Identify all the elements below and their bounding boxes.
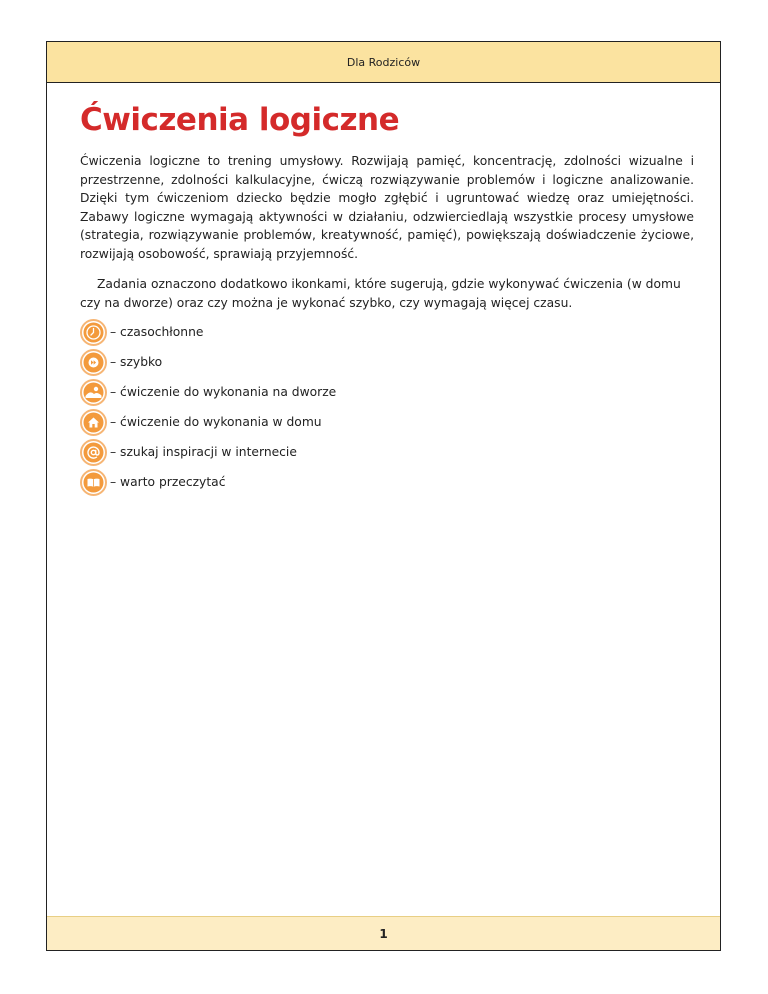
page-header — [47, 42, 720, 83]
page-number: 1 — [379, 926, 388, 941]
legend-label: – ćwiczenie do wykonania na dworze — [110, 385, 337, 399]
legend-item-reading — [80, 467, 336, 497]
header-text: Dla Rodziców — [346, 55, 421, 69]
page-footer — [47, 916, 720, 950]
house-icon — [80, 409, 107, 436]
at-sign-icon — [80, 439, 107, 466]
clock-icon — [80, 319, 107, 346]
icons-paragraph: Zadania oznaczono dodatkowo ikonkami, które sugerują, gdzie wykonywać ćwiczenia (w domu czy na dworze) oraz czy można je wykonać szybko, czy wymagają więcej czasu. — [80, 277, 681, 310]
outdoor-icon — [80, 379, 107, 406]
page-title: Ćwiczenia logiczne — [80, 102, 400, 138]
legend-label: – czasochłonne — [110, 325, 204, 339]
legend-item-fast — [80, 347, 336, 377]
legend-item-time-consuming — [80, 317, 336, 347]
page — [46, 41, 721, 951]
legend-label: – warto przeczytać — [110, 475, 226, 489]
legend-item-outdoor — [80, 377, 336, 407]
legend-item-home — [80, 407, 336, 437]
legend-label: – szukaj inspiracji w internecie — [110, 445, 297, 459]
fast-forward-icon — [80, 349, 107, 376]
book-icon — [80, 469, 107, 496]
legend-label: – ćwiczenie do wykonania w domu — [110, 415, 322, 429]
legend-label: – szybko — [110, 355, 163, 369]
intro-paragraph: Ćwiczenia logiczne to trening umysłowy. Rozwijają pamięć, koncentrację, zdolności wizualne i przestrzenne, zdolności kalkulacyjne, ćwiczą rozwiązywanie problemów i logiczne analizowanie. Dzięki tym ćwiczeniom dziecko będzie mogło zgłębić i ugruntować wiedzę oraz umiejętności. Zabawy logiczne wymagają aktywności w działaniu, odzwierciedlają wszystkie procesy umysłowe (strategia, rozwiązywanie problemów, kreatywność, pamięć), powiększają doświadczenie życiowe, rozwijają osobowość, sprawiają przyjemność. — [80, 154, 694, 261]
legend-item-internet — [80, 437, 336, 467]
icon-legend — [80, 317, 336, 497]
